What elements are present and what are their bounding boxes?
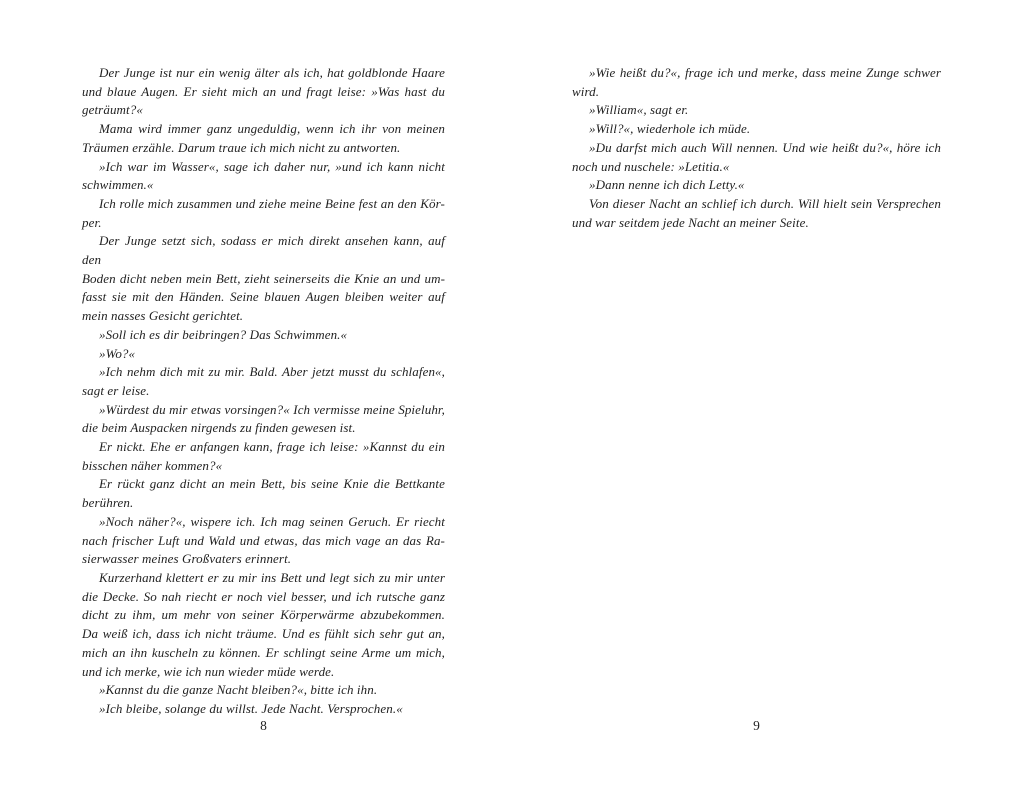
paragraph <box>82 195 445 232</box>
text-line: »Kannst du die ganze Nacht bleiben?«, bitte ich ihn. <box>99 682 378 698</box>
text-line: sierwasser meines Großvaters erinnert. <box>82 551 292 567</box>
text-line: »Ich nehm dich mit zu mir. Bald. Aber jetzt musst du schlafen«, <box>99 364 445 380</box>
paragraph <box>82 513 445 569</box>
text-line: nach frischer Luft und Wald und etwas, das mich vage an das Ra- <box>82 532 445 548</box>
text-line: und blaue Augen. Er sieht mich an und fragt leise: »Was hast du <box>82 83 445 99</box>
paragraph <box>82 681 445 700</box>
text-line: wird. <box>572 83 600 99</box>
text-line: Träumen erzähle. Darum traue ich mich nicht zu antworten. <box>82 139 401 155</box>
paragraph <box>82 700 445 719</box>
text-line: »Dann nenne ich dich Letty.« <box>589 177 745 193</box>
text-line: Mama wird immer ganz ungeduldig, wenn ich ihr von meinen <box>99 121 445 137</box>
text-line: schwimmen.« <box>82 177 154 193</box>
paragraph <box>82 345 445 364</box>
text-line: fasst sie mit den Händen. Seine blauen Augen bleiben weiter auf <box>82 289 445 305</box>
paragraph <box>82 475 445 512</box>
text-line: Von dieser Nacht an schlief ich durch. Will hielt sein Versprechen <box>589 195 941 211</box>
text-line: dicht zu ihm, um mehr von seiner Körperwärme abzubekommen. <box>82 607 445 623</box>
paragraph <box>82 438 445 475</box>
paragraph <box>82 158 445 195</box>
text-line: Der Junge setzt sich, sodass er mich direkt ansehen kann, auf den <box>82 233 445 268</box>
text-line: noch und nuschele: »Letitia.« <box>572 158 730 174</box>
text-line: »Noch näher?«, wispere ich. Ich mag seinen Geruch. Er riecht <box>99 513 445 529</box>
text-line: Ich rolle mich zusammen und ziehe meine Beine fest an den Kör- <box>99 195 445 211</box>
text-line: »William«, sagt er. <box>589 102 689 118</box>
paragraph <box>572 101 941 120</box>
text-line: »Wo?« <box>99 345 136 361</box>
paragraph <box>82 569 445 681</box>
text-line: berühren. <box>82 495 134 511</box>
text-line: Boden dicht neben mein Bett, zieht seinerseits die Knie an und um- <box>82 270 445 286</box>
paragraph <box>82 401 445 438</box>
text-line: geträumt?« <box>82 102 143 118</box>
paragraph <box>572 176 941 195</box>
page-number-left: 8 <box>260 718 267 733</box>
paragraph <box>82 326 445 345</box>
page-right-text <box>572 64 941 232</box>
text-line: und ich merke, wie ich nun wieder müde werde. <box>82 663 335 679</box>
text-line: »Soll ich es dir beibringen? Das Schwimmen.« <box>99 326 348 342</box>
paragraph <box>572 120 941 139</box>
paragraph <box>82 64 445 120</box>
text-line: »Ich war im Wasser«, sage ich daher nur, »und ich kann nicht <box>99 158 445 174</box>
page-number-right: 9 <box>753 718 760 733</box>
text-line: mich an ihn kuscheln zu können. Er schlingt seine Arme um mich, <box>82 644 445 660</box>
paragraph <box>572 64 941 101</box>
text-line: und war seitdem jede Nacht an meiner Seite. <box>572 214 809 230</box>
text-line: Er rückt ganz dicht an mein Bett, bis seine Knie die Bettkante <box>99 476 445 492</box>
paragraph <box>82 363 445 400</box>
text-line: Kurzerhand klettert er zu mir ins Bett und legt sich zu mir unter <box>99 569 445 585</box>
text-line: »Ich bleibe, solange du willst. Jede Nacht. Versprochen.« <box>99 700 403 716</box>
paragraph <box>82 232 445 326</box>
text-line: die beim Auspacken nirgends zu finden gewesen ist. <box>82 420 356 436</box>
text-line: »Wie heißt du?«, frage ich und merke, dass meine Zunge schwer <box>589 65 941 80</box>
text-line: »Will?«, wiederhole ich müde. <box>589 121 751 137</box>
text-line: die Decke. So nah riecht er noch viel besser, und ich rutsche ganz <box>82 588 445 604</box>
text-line: bisschen näher kommen?« <box>82 457 223 473</box>
text-line: Da weiß ich, dass ich nicht träume. Und es fühlt sich sehr gut an, <box>82 626 445 642</box>
text-line: »Du darfst mich auch Will nennen. Und wie heißt du?«, höre ich <box>589 139 941 155</box>
text-line: Der Junge ist nur ein wenig älter als ich, hat goldblonde Haare <box>99 65 445 80</box>
paragraph <box>82 120 445 157</box>
text-line: mein nasses Gesicht gerichtet. <box>82 308 244 324</box>
text-line: »Würdest du mir etwas vorsingen?« Ich vermisse meine Spieluhr, <box>99 401 445 417</box>
text-line: per. <box>82 214 102 230</box>
text-line: Er nickt. Ehe er anfangen kann, frage ich leise: »Kannst du ein <box>99 439 445 455</box>
paragraph <box>572 195 941 232</box>
text-line: sagt er leise. <box>82 382 150 398</box>
page-left-text <box>82 64 445 719</box>
paragraph <box>572 139 941 176</box>
